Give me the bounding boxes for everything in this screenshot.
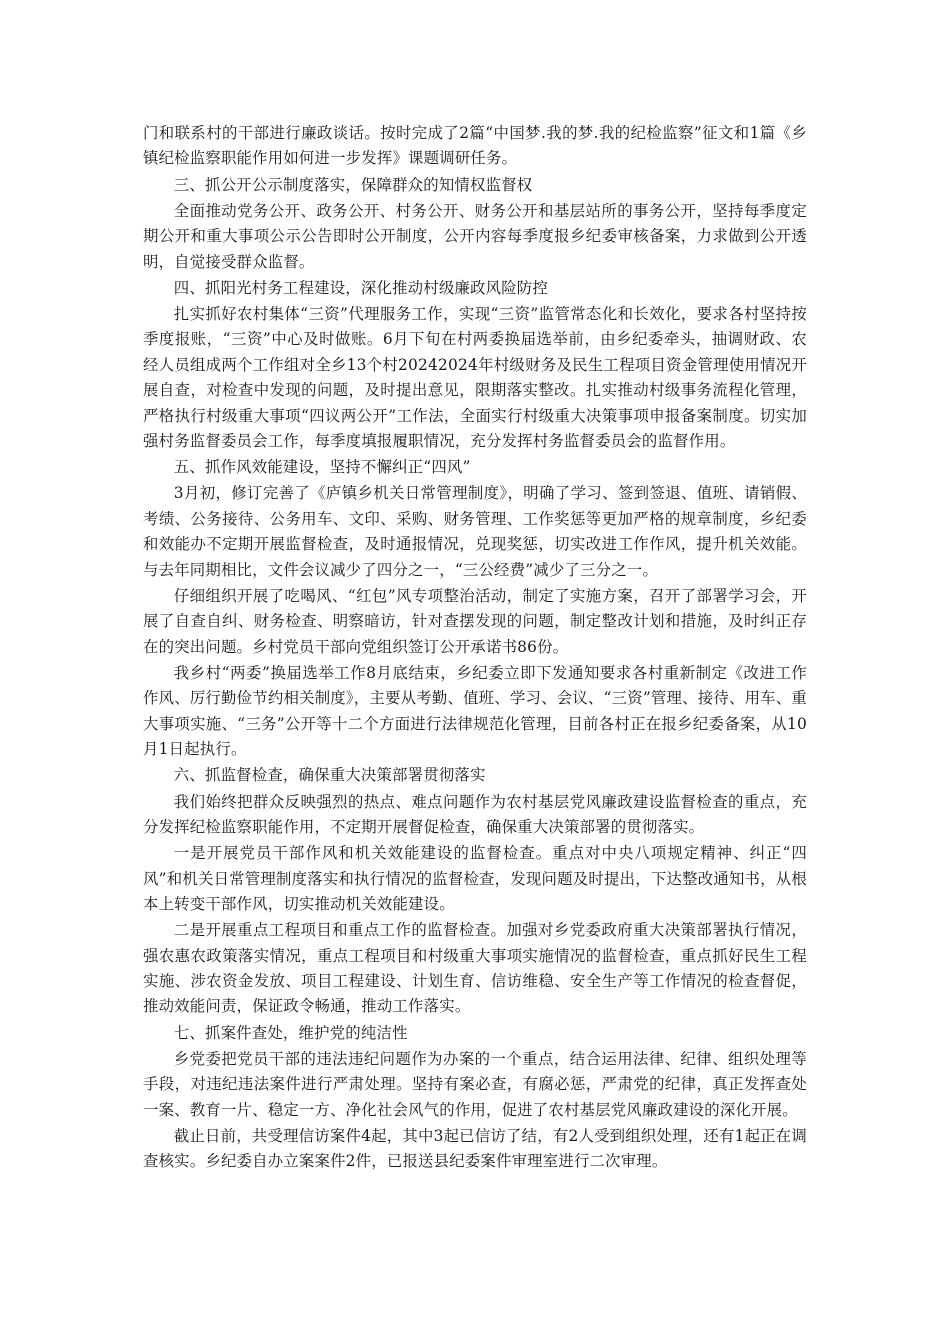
paragraph: 我们始终把群众反映强烈的热点、难点问题作为农村基层党风廉政建设监督检查的重点，充分发挥纪检监察职能作用，不定期开展督促检查，确保重大决策部署的贯彻落实。	[143, 792, 807, 836]
section-heading-7: 七、抓案件查处，维护党的纯洁性	[173, 1023, 408, 1042]
section-heading-4: 四、抓阳光村务工程建设，深化推动村级廉政风险防控	[173, 278, 548, 297]
section-heading-3: 三、抓公开公示制度落实，保障群众的知情权监督权	[173, 175, 533, 194]
section-heading-5: 五、抓作风效能建设，坚持不懈纠正“四风”	[173, 458, 471, 477]
paragraph: 截止日前，共受理信访案件4起，其中3起已信访了结，有2人受到组织处理，还有1起正在调查核实。乡纪委自办立案案件2件，已报送县纪委案件审理室进行二次审理。	[143, 1126, 807, 1171]
section-heading-6: 六、抓监督检查，确保重大决策部署贯彻落实	[173, 766, 486, 785]
paragraph: 3月初，修订完善了《庐镇乡机关日常管理制度》，明确了学习、签到签退、值班、请销假、考绩、公务接待、公务用车、文印、采购、财务管理、工作奖惩等更加严格的规章制度，乡纪委和效能办不定期开展监督检查，及时通报情况，兑现奖惩，切实改进工作作风，提升机关效能。与去年同期相比，文件会议减少了四分之一，“三公经费”减少了三分之一。	[143, 484, 807, 579]
paragraph: 一是开展党员干部作风和机关效能建设的监督检查。重点对中央八项规定精神、纠正“四风”和机关日常管理制度落实和执行情况的监督检查，发现问题及时提出，下达整改通知书，从根本上转变干部作风，切实推动机关效能建设。	[143, 844, 807, 913]
paragraph: 二是开展重点工程项目和重点工作的监督检查。加强对乡党委政府重大决策部署执行情况，强农惠农政策落实情况，重点工程项目和村级重大事项实施情况的监督检查，重点抓好民生工程实施、涉农资金发放、项目工程建设、计划生育、信访维稳、安全生产等工作情况的检查督促，推动效能问责，保证政令畅通，推动工作落实。	[143, 921, 807, 1016]
paragraph-continuation: 门和联系村的干部进行廉政谈话。按时完成了2篇“中国梦.我的梦.我的纪检监察”征文和1篇《乡镇纪检监察职能作用如何进一步发挥》课题调研任务。	[143, 124, 807, 168]
paragraph: 我乡村“两委”换届选举工作8月底结束，乡纪委立即下发通知要求各村重新制定《改进工作作风、厉行勤俭节约相关制度》，主要从考勤、值班、学习、会议、“三资”管理、接待、用车、重大事项实施、“三务”公开等十二个方面进行法律规范化管理，目前各村正在报乡纪委备案，从10月1日起执行。	[143, 663, 807, 759]
paragraph: 仔细组织开展了吃喝风、“红包”风专项整治活动，制定了实施方案，召开了部署学习会，开展了自查自纠、财务检查、明察暗访，针对查摆发现的问题，制定整改计划和措施，及时纠正存在的突出问题。乡村党员干部向党组织签订公开承诺书86份。	[143, 586, 807, 656]
paragraph: 扎实抓好农村集体“三资”代理服务工作，实现“三资”监管常态化和长效化，要求各村坚持按季度报账，“三资”中心及时做账。6月下旬在村两委换届选举前，由乡纪委牵头，抽调财政、农经人员组成两个工作组对全乡13个村20242024年村级财务及民生工程项目资金管理使用情况开展自查，对检查中发现的问题，及时提出意见，限期落实整改。扎实推动村级事务流程化管理，严格执行村级重大事项“四议两公开”工作法，全面实行村级重大决策事项申报备案制度。切实加强村务监督委员会工作，每季度填报履职情况，充分发挥村务监督委员会的监督作用。	[143, 305, 807, 451]
paragraph: 全面推动党务公开、政务公开、村务公开、财务公开和基层站所的事务公开，坚持每季度定期公开和重大事项公示公告即时公开制度，公开内容每季度报乡纪委审核备案，力求做到公开透明，自觉接受群众监督。	[143, 201, 807, 271]
document-body	[143, 121, 807, 1175]
paragraph: 乡党委把党员干部的违法违纪问题作为办案的一个重点，结合运用法律、纪律、组织处理等手段，对违纪违法案件进行严肃处理。坚持有案必查，有腐必惩，严肃党的纪律，真正发挥查处一案、教育一片、稳定一方、净化社会风气的作用，促进了农村基层党风廉政建设的深化开展。	[143, 1049, 807, 1119]
